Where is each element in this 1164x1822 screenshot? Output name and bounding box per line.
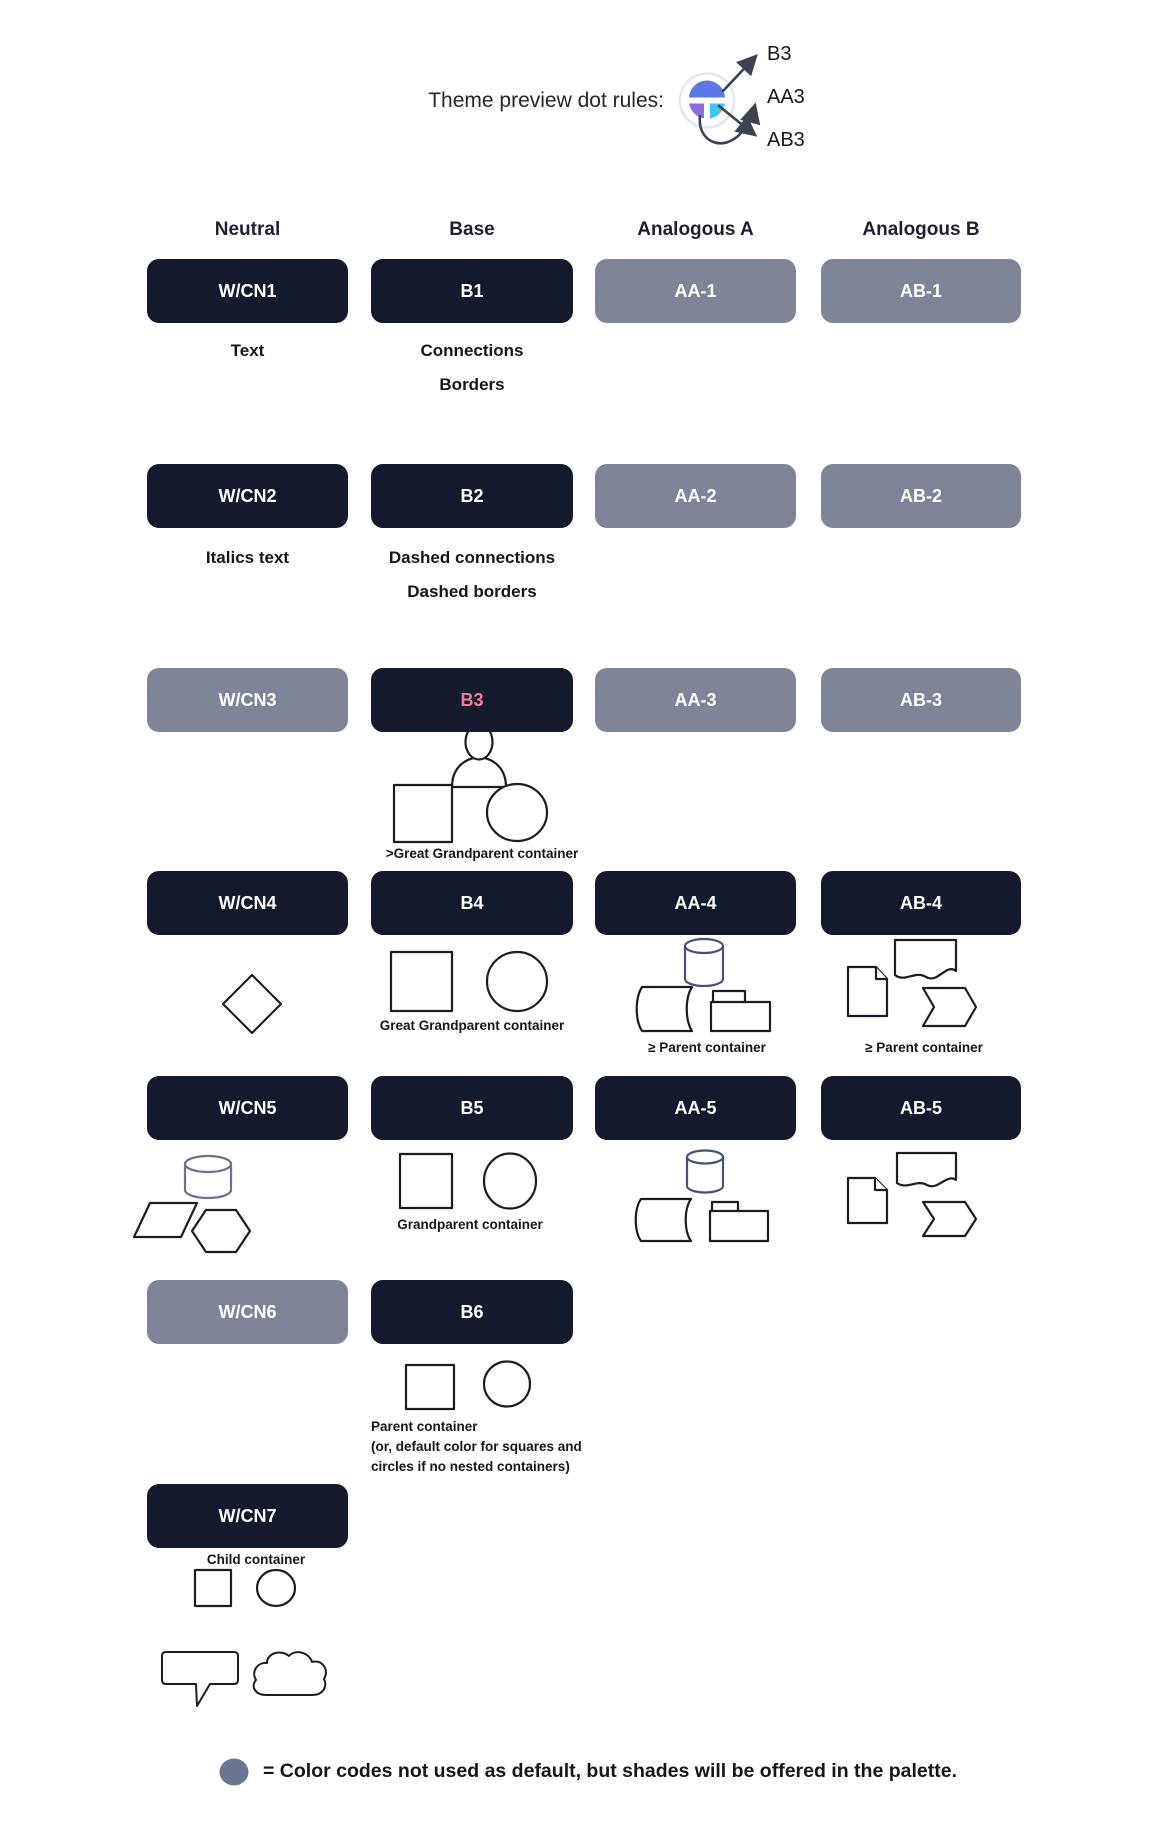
square-shape <box>391 952 452 1011</box>
b3-shape-cluster <box>394 725 547 843</box>
page-fold <box>876 967 887 979</box>
b5-shape-cluster <box>400 1154 536 1209</box>
folder-tab-shape <box>712 1202 738 1213</box>
swatch-aa5: AA-5 <box>595 1076 796 1140</box>
dot-wedge-cyan <box>709 103 726 120</box>
cloud-shape <box>254 1652 326 1695</box>
circle-shape <box>487 952 547 1011</box>
swatch-b3: B3 <box>371 668 573 732</box>
swatch-b4: B4 <box>371 871 573 935</box>
column-header-analogous-b: Analogous B <box>862 219 980 240</box>
swatch-wcn2: W/CN2 <box>147 464 348 528</box>
swatch-ab3: AB-3 <box>821 668 1021 732</box>
circle-shape <box>484 1154 536 1209</box>
arrow-to-aa3 <box>700 105 755 143</box>
swatch-aa4: AA-4 <box>595 871 796 935</box>
swatch-b1: B1 <box>371 259 573 323</box>
dot-wedge-purple <box>688 103 705 120</box>
theme-preview-dot <box>680 56 756 143</box>
caption-borders: Borders <box>439 375 505 394</box>
swatch-wcn6: W/CN6 <box>147 1280 348 1344</box>
swatch-ab2: AB-2 <box>821 464 1021 528</box>
caption-dashed-borders: Dashed borders <box>407 582 537 601</box>
swatch-aa2: AA-2 <box>595 464 796 528</box>
caption-italics-text: Italics text <box>205 548 290 567</box>
column-header-base: Base <box>449 219 495 240</box>
document-shape <box>897 1153 956 1186</box>
dot-label-aa3: AA3 <box>767 86 805 108</box>
circle-shape <box>484 1362 530 1407</box>
wcn7-shape-cluster <box>162 1570 326 1706</box>
swatch-b5: B5 <box>371 1076 573 1140</box>
ab5-shape-cluster <box>848 1153 976 1236</box>
swatch-aa3: AA-3 <box>595 668 796 732</box>
stored-data-shape <box>637 987 692 1031</box>
caption-dashed-connections: Dashed connections <box>388 548 556 567</box>
chevron-shape <box>923 1202 976 1236</box>
person-body-shape <box>452 757 506 787</box>
b4-shape-cluster <box>391 952 547 1011</box>
swatch-wcn3: W/CN3 <box>147 668 348 732</box>
caption-b6-line3: circles if no nested containers) <box>371 1459 570 1474</box>
arrow-to-b3 <box>723 56 756 91</box>
dot-label-b3: B3 <box>767 43 792 65</box>
wcn5-shape-cluster <box>134 1156 250 1252</box>
swatch-ab4: AB-4 <box>821 871 1021 935</box>
dot-ring <box>680 74 734 128</box>
swatch-ab1: AB-1 <box>821 259 1021 323</box>
cylinder-top <box>685 939 723 953</box>
b6-shape-cluster <box>406 1362 530 1410</box>
speech-bubble-shape <box>162 1652 238 1706</box>
cylinder-shape <box>687 1157 723 1193</box>
swatch-wcn5: W/CN5 <box>147 1076 348 1140</box>
square-shape <box>400 1154 452 1208</box>
dot-wedge-blue <box>688 80 726 99</box>
caption-b4-shapes: Great Grandparent container <box>379 1018 565 1033</box>
aa5-shape-cluster <box>636 1151 768 1242</box>
caption-wcn7-shapes: Child container <box>206 1552 306 1567</box>
page-shape <box>848 1178 887 1223</box>
page-shape <box>848 967 887 1016</box>
swatch-wcn7: W/CN7 <box>147 1484 348 1548</box>
stored-data-shape <box>636 1199 691 1241</box>
swatch-aa1: AA-1 <box>595 259 796 323</box>
caption-b3-shapes: >Great Grandparent container <box>385 846 579 861</box>
swatch-wcn1: W/CN1 <box>147 259 348 323</box>
folder-shape <box>711 1002 770 1031</box>
square-shape <box>195 1570 231 1606</box>
caption-b6-line2: (or, default color for squares and <box>371 1439 582 1454</box>
chevron-shape <box>923 988 976 1026</box>
square-shape <box>394 785 452 842</box>
diamond-shape <box>223 975 281 1033</box>
swatch-wcn4: W/CN4 <box>147 871 348 935</box>
document-shape <box>895 940 956 978</box>
aa4-shape-cluster <box>637 939 770 1031</box>
swatch-b2: B2 <box>371 464 573 528</box>
cylinder-top <box>185 1156 231 1172</box>
circle-shape <box>257 1570 295 1606</box>
legend-text: = Color codes not used as default, but shades will be offered in the palette. <box>263 1760 957 1782</box>
swatch-b6: B6 <box>371 1280 573 1344</box>
swatch-ab5: AB-5 <box>821 1076 1021 1140</box>
hexagon-shape <box>192 1210 250 1252</box>
legend-dot <box>220 1759 249 1786</box>
folder-tab-shape <box>713 991 745 1004</box>
caption-text: Text <box>230 341 265 360</box>
page-fold <box>875 1178 887 1190</box>
column-header-neutral: Neutral <box>214 219 281 240</box>
dot-label-ab3: AB3 <box>767 129 805 151</box>
arrow-to-ab3 <box>719 106 755 135</box>
caption-b6-line1: Parent container <box>371 1419 478 1434</box>
cylinder-top <box>687 1151 723 1164</box>
ab4-shape-cluster <box>848 940 976 1026</box>
caption-connections: Connections <box>420 341 524 360</box>
caption-b5-shapes: Grandparent container <box>397 1217 543 1232</box>
cylinder-shape <box>685 946 723 986</box>
caption-aa4-shapes: ≥ Parent container <box>648 1040 766 1055</box>
folder-shape <box>710 1211 768 1241</box>
parallelogram-shape <box>134 1203 197 1237</box>
page-title: Theme preview dot rules: <box>428 89 664 112</box>
square-shape <box>406 1365 454 1409</box>
caption-ab4-shapes: ≥ Parent container <box>865 1040 983 1055</box>
column-header-analogous-a: Analogous A <box>637 219 754 240</box>
circle-shape <box>487 784 547 841</box>
cylinder-shape <box>185 1164 231 1198</box>
